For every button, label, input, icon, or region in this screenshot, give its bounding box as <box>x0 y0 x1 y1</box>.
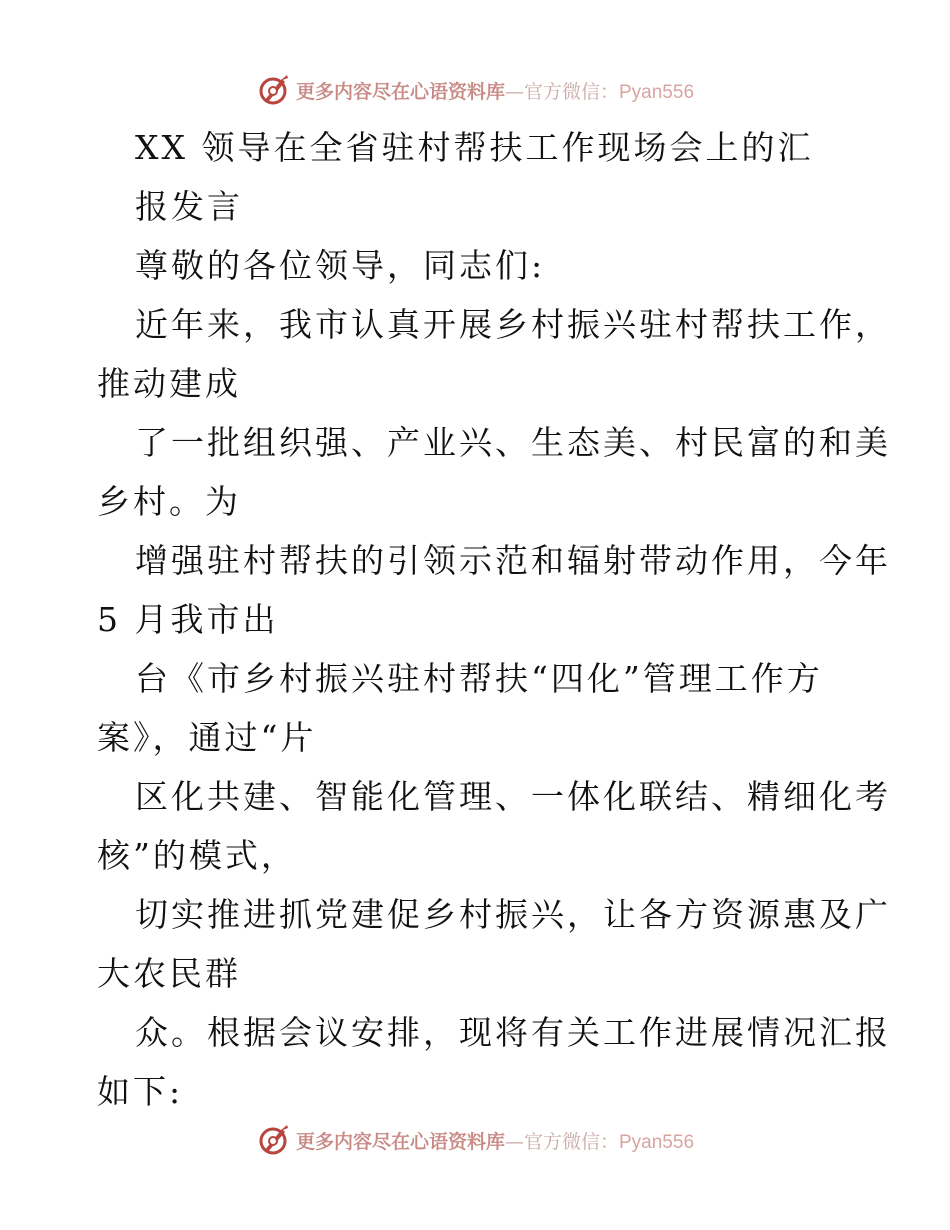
document-body <box>97 118 891 1121</box>
text-line: 区化共建、智能化管理、一体化联结、精细化考 <box>135 777 891 816</box>
text-line: 报发言 <box>135 187 243 226</box>
header-wechat-label: 官方微信： <box>523 80 619 103</box>
footer-brand: 更多内容尽在心语资料库 <box>295 1130 505 1153</box>
text-line: 尊敬的各位领导，同志们: <box>135 246 546 285</box>
header-brand: 更多内容尽在心语资料库 <box>295 80 505 103</box>
header-wechat-id: Pyan556 <box>619 81 695 103</box>
text-line: 了一批组织强、产业兴、生态美、村民富的和美 <box>135 423 891 462</box>
text-line: 推动建成 <box>97 364 241 403</box>
footer-separator: — <box>504 1130 524 1153</box>
header-separator: — <box>504 80 524 103</box>
header-watermark-text <box>296 77 694 104</box>
footer-wechat-id: Pyan556 <box>619 1131 695 1153</box>
footer-watermark <box>0 1120 950 1160</box>
text-line: 案》，通过“片 <box>97 718 317 757</box>
text-line: 近年来，我市认真开展乡村振兴驻村帮扶工作， <box>135 305 891 344</box>
text-line: 切实推进抓党建促乡村振兴，让各方资源惠及广 <box>135 895 891 934</box>
text-line: 众。根据会议安排，现将有关工作进展情况汇报 <box>135 1013 891 1052</box>
quill-pen-logo-icon <box>256 73 290 107</box>
quill-pen-logo-icon <box>256 1123 290 1157</box>
footer-wechat-label: 官方微信： <box>523 1130 619 1153</box>
footer-watermark-text <box>296 1127 694 1154</box>
text-line: 大农民群 <box>97 954 241 993</box>
text-line: 核”的模式， <box>97 836 297 875</box>
text-line: 台《市乡村振兴驻村帮扶“四化”管理工作方 <box>135 659 823 698</box>
text-line: 如下: <box>97 1072 184 1111</box>
text-line: 5 月我市出 <box>97 600 279 639</box>
text-line: 乡村。为 <box>97 482 241 521</box>
header-watermark <box>0 70 950 110</box>
text-line: 增强驻村帮扶的引领示范和辐射带动作用，今年 <box>135 541 891 580</box>
text-line: XX 领导在全省驻村帮扶工作现场会上的汇 <box>135 128 814 167</box>
